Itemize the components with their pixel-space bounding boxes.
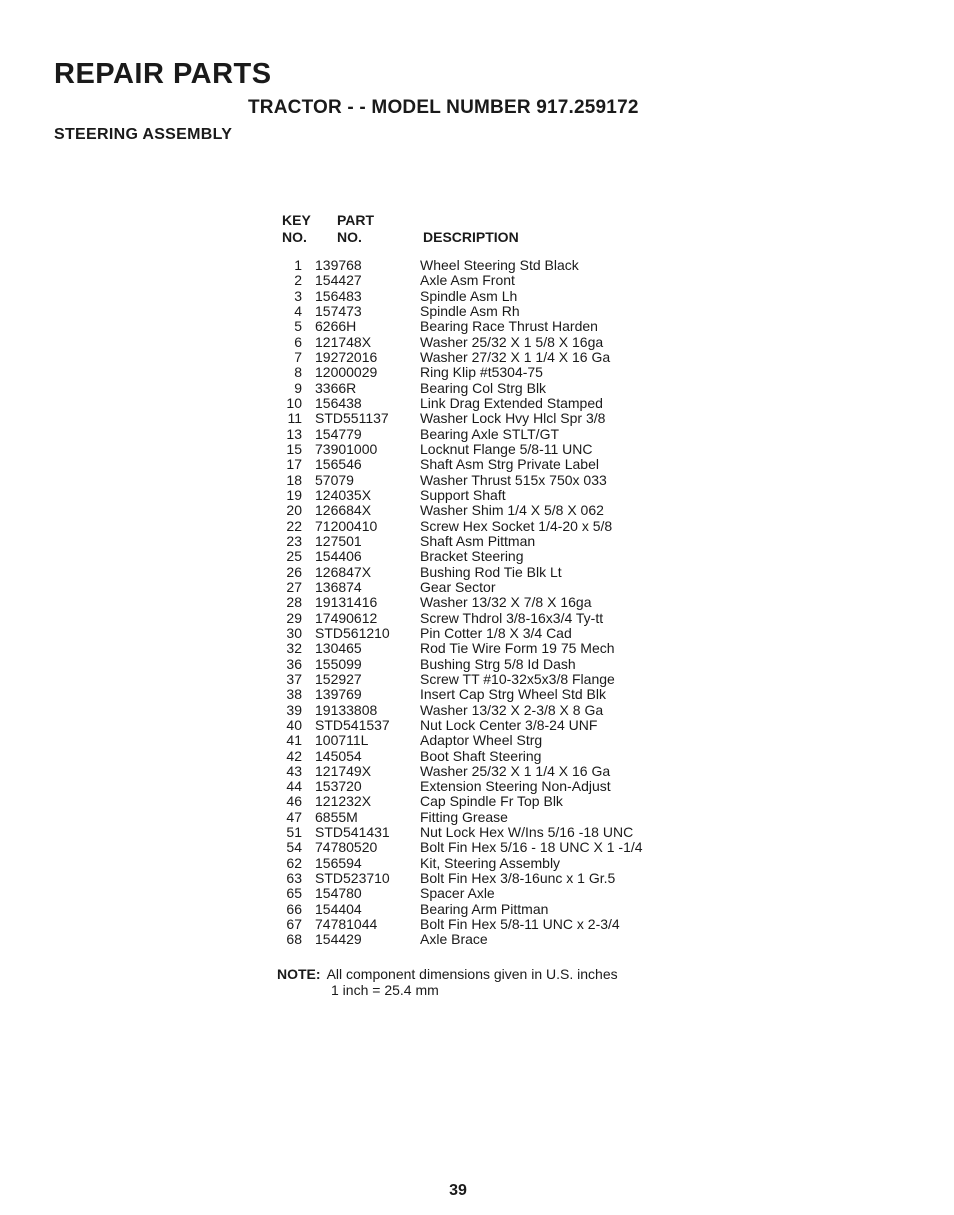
part-number: 124035X [315, 486, 372, 503]
part-number: STD561210 [315, 624, 390, 641]
part-description: Ring Klip #t5304-75 [420, 364, 543, 381]
table-row [280, 779, 680, 794]
key-number: 36 [286, 655, 302, 672]
table-row [280, 488, 680, 503]
key-number: 29 [286, 609, 302, 626]
key-number: 67 [286, 916, 302, 933]
table-row [280, 381, 680, 396]
part-description: Screw TT #10-32x5x3/8 Flange [420, 670, 615, 687]
part-description: Washer Lock Hvy Hlcl Spr 3/8 [420, 410, 606, 427]
page-number: 39 [449, 1182, 467, 1199]
part-description: Spindle Asm Rh [420, 302, 520, 319]
part-number: 74780520 [315, 839, 378, 856]
part-number: 57079 [315, 471, 354, 488]
table-row [280, 764, 680, 779]
part-number: 155099 [315, 655, 362, 672]
table-header-row-2 [280, 229, 680, 246]
table-row [280, 733, 680, 748]
table-row [280, 411, 680, 426]
part-number: 156546 [315, 456, 362, 473]
part-description: Gear Sector [420, 578, 496, 595]
part-description: Bolt Fin Hex 3/8-16unc x 1 Gr.5 [420, 870, 616, 887]
part-number: 154779 [315, 425, 362, 442]
table-row [280, 289, 680, 304]
part-number: 139769 [315, 686, 362, 703]
part-description: Bearing Arm Pittman [420, 900, 549, 917]
part-description: Kit, Steering Assembly [420, 854, 561, 871]
key-number: 26 [286, 563, 302, 580]
key-number: 17 [286, 456, 302, 473]
part-number: 121749X [315, 762, 372, 779]
key-number: 62 [286, 854, 302, 871]
part-number: 126847X [315, 563, 372, 580]
table-row [280, 687, 680, 702]
part-number: 71200410 [315, 517, 378, 534]
part-description: Nut Lock Center 3/8-24 UNF [420, 716, 598, 733]
table-row [280, 365, 680, 380]
key-number: 42 [286, 747, 302, 764]
part-description: Insert Cap Strg Wheel Std Blk [420, 686, 606, 703]
part-description: Bearing Axle STLT/GT [420, 425, 560, 442]
table-row [280, 350, 680, 365]
key-header-line1: KEY [282, 212, 311, 228]
part-description: Locknut Flange 5/8-11 UNC [420, 440, 593, 457]
key-number: 41 [286, 732, 302, 749]
note [277, 966, 618, 998]
key-number: 38 [286, 686, 302, 703]
part-number: 154406 [315, 548, 362, 565]
table-row [280, 304, 680, 319]
key-number: 10 [286, 394, 302, 411]
part-description: Axle Brace [420, 931, 488, 948]
part-description: Pin Cotter 1/8 X 3/4 Cad [420, 624, 572, 641]
table-row [280, 902, 680, 917]
part-number: 152927 [315, 670, 362, 687]
part-number: 154427 [315, 272, 362, 289]
key-header-line2: NO. [282, 229, 307, 245]
parts-rows [280, 258, 680, 948]
table-row [280, 457, 680, 472]
table-row [280, 427, 680, 442]
part-description: Bushing Rod Tie Blk Lt [420, 563, 562, 580]
key-number: 44 [286, 778, 302, 795]
part-number: 127501 [315, 532, 362, 549]
part-description: Link Drag Extended Stamped [420, 394, 603, 411]
part-description: Shaft Asm Strg Private Label [420, 456, 599, 473]
table-row [280, 335, 680, 350]
part-description: Cap Spindle Fr Top Blk [420, 793, 563, 810]
part-number: 6855M [315, 808, 358, 825]
key-number: 5 [294, 318, 302, 335]
part-number: 153720 [315, 778, 362, 795]
key-number: 54 [286, 839, 302, 856]
part-description: Axle Asm Front [420, 272, 515, 289]
part-description: Bracket Steering [420, 548, 524, 565]
key-number: 68 [286, 931, 302, 948]
part-number: 19272016 [315, 348, 378, 365]
table-row [280, 549, 680, 564]
parts-table [280, 212, 680, 948]
part-description: Boot Shaft Steering [420, 747, 542, 764]
table-row [280, 641, 680, 656]
part-header-line2: NO. [337, 229, 362, 245]
key-number: 47 [286, 808, 302, 825]
key-number: 40 [286, 716, 302, 733]
key-number: 9 [294, 379, 302, 396]
part-number: 139768 [315, 257, 362, 273]
key-number: 51 [286, 824, 302, 841]
table-row [280, 580, 680, 595]
part-description: Adaptor Wheel Strg [420, 732, 543, 749]
part-header-line1: PART [337, 212, 375, 228]
part-number: 19133808 [315, 701, 378, 718]
part-number: 156483 [315, 287, 362, 304]
part-number: 6266H [315, 318, 357, 335]
key-number: 23 [286, 532, 302, 549]
part-description: Fitting Grease [420, 808, 508, 825]
key-number: 4 [294, 302, 302, 319]
key-number: 63 [286, 870, 302, 887]
part-number: 19131416 [315, 594, 378, 611]
part-number: STD551137 [315, 410, 389, 427]
key-number: 13 [286, 425, 302, 442]
table-row [280, 672, 680, 687]
part-number: 126684X [315, 502, 372, 519]
part-description: Washer 25/32 X 1 5/8 X 16ga [420, 333, 604, 350]
part-description: Rod Tie Wire Form 19 75 Mech [420, 640, 615, 657]
part-description: Shaft Asm Pittman [420, 532, 536, 549]
key-number: 39 [286, 701, 302, 718]
key-number: 22 [286, 517, 302, 534]
table-row [280, 856, 680, 871]
note-conversion: 1 inch = 25.4 mm [331, 982, 439, 998]
part-number: 154429 [315, 931, 362, 948]
note-line-1 [277, 966, 618, 982]
table-row [280, 810, 680, 825]
table-row [280, 840, 680, 855]
table-row [280, 473, 680, 488]
part-number: 145054 [315, 747, 362, 764]
key-number: 15 [286, 440, 302, 457]
model-subtitle: TRACTOR - - MODEL NUMBER 917.259172 [248, 97, 639, 118]
table-row [280, 534, 680, 549]
part-number: 157473 [315, 302, 362, 319]
key-number: 37 [286, 670, 302, 687]
table-row [280, 442, 680, 457]
part-description: Spacer Axle [420, 885, 495, 902]
part-number: STD541431 [315, 824, 390, 841]
key-number: 25 [286, 548, 302, 565]
part-description: Screw Hex Socket 1/4-20 x 5/8 [420, 517, 613, 534]
part-description: Washer Shim 1/4 X 5/8 X 062 [420, 502, 604, 519]
part-description: Nut Lock Hex W/Ins 5/16 -18 UNC [420, 824, 634, 841]
note-label: NOTE: [277, 966, 321, 982]
part-number: 17490612 [315, 609, 378, 626]
part-description: Washer 13/32 X 2-3/8 X 8 Ga [420, 701, 604, 718]
table-row [280, 595, 680, 610]
part-number: 130465 [315, 640, 362, 657]
key-number: 6 [294, 333, 302, 350]
part-number: STD523710 [315, 870, 390, 887]
key-number: 11 [287, 410, 302, 427]
key-number: 46 [286, 793, 302, 810]
key-number: 65 [286, 885, 302, 902]
key-number: 19 [286, 486, 302, 503]
table-row [280, 718, 680, 733]
key-number: 2 [294, 272, 302, 289]
part-number: 74781044 [315, 916, 378, 933]
key-number: 3 [294, 287, 302, 304]
part-number: 100711L [315, 732, 369, 749]
part-description: Screw Thdrol 3/8-16x3/4 Ty-tt [420, 609, 604, 626]
key-number: 20 [286, 502, 302, 519]
key-number: 27 [286, 578, 302, 595]
part-description: Washer 25/32 X 1 1/4 X 16 Ga [420, 762, 611, 779]
table-row [280, 519, 680, 534]
table-row [280, 886, 680, 901]
part-number: 121232X [315, 793, 372, 810]
table-row [280, 626, 680, 641]
part-description: Washer 27/32 X 1 1/4 X 16 Ga [420, 348, 611, 365]
table-row [280, 273, 680, 288]
part-description: Support Shaft [420, 486, 506, 503]
key-number: 28 [286, 594, 302, 611]
table-row [280, 396, 680, 411]
part-description: Bolt Fin Hex 5/8-11 UNC x 2-3/4 [420, 916, 620, 933]
table-row [280, 565, 680, 580]
part-description: Bearing Race Thrust Harden [420, 318, 598, 335]
key-number: 18 [286, 471, 302, 488]
key-number: 32 [286, 640, 302, 657]
table-row [280, 503, 680, 518]
table-row [280, 319, 680, 334]
part-description: Spindle Asm Lh [420, 287, 518, 304]
part-number: 12000029 [315, 364, 378, 381]
key-number: 30 [286, 624, 302, 641]
table-row [280, 258, 680, 273]
part-number: 154780 [315, 885, 362, 902]
table-row [280, 794, 680, 809]
key-number: 1 [294, 257, 302, 273]
part-number: 121748X [315, 333, 372, 350]
key-number: 43 [286, 762, 302, 779]
part-number: STD541537 [315, 716, 390, 733]
part-number: 154404 [315, 900, 362, 917]
part-number: 136874 [315, 578, 362, 595]
table-row [280, 703, 680, 718]
table-row [280, 611, 680, 626]
key-number: 66 [286, 900, 302, 917]
part-number: 156438 [315, 394, 362, 411]
table-row [280, 932, 680, 947]
part-number: 156594 [315, 854, 362, 871]
part-description: Washer 13/32 X 7/8 X 16ga [420, 594, 592, 611]
key-number: 8 [294, 364, 302, 381]
part-description: Bolt Fin Hex 5/16 - 18 UNC X 1 -1/4 [420, 839, 643, 856]
part-description: Wheel Steering Std Black [420, 257, 579, 273]
part-description: Bushing Strg 5/8 Id Dash [420, 655, 576, 672]
table-row [280, 749, 680, 764]
key-number: 7 [294, 348, 302, 365]
section-title: STEERING ASSEMBLY [54, 126, 233, 143]
part-description: Washer Thrust 515x 750x 033 [420, 471, 607, 488]
table-row [280, 657, 680, 672]
part-description: Bearing Col Strg Blk [420, 379, 547, 396]
note-text: All component dimensions given in U.S. inches [326, 966, 618, 982]
part-description: Extension Steering Non-Adjust [420, 778, 611, 795]
table-row [280, 871, 680, 886]
table-row [280, 917, 680, 932]
table-row [280, 825, 680, 840]
description-header: DESCRIPTION [423, 229, 519, 245]
part-number: 73901000 [315, 440, 378, 457]
table-header-row-1 [280, 212, 680, 229]
page-title: REPAIR PARTS [54, 58, 272, 90]
part-number: 3366R [315, 379, 357, 396]
